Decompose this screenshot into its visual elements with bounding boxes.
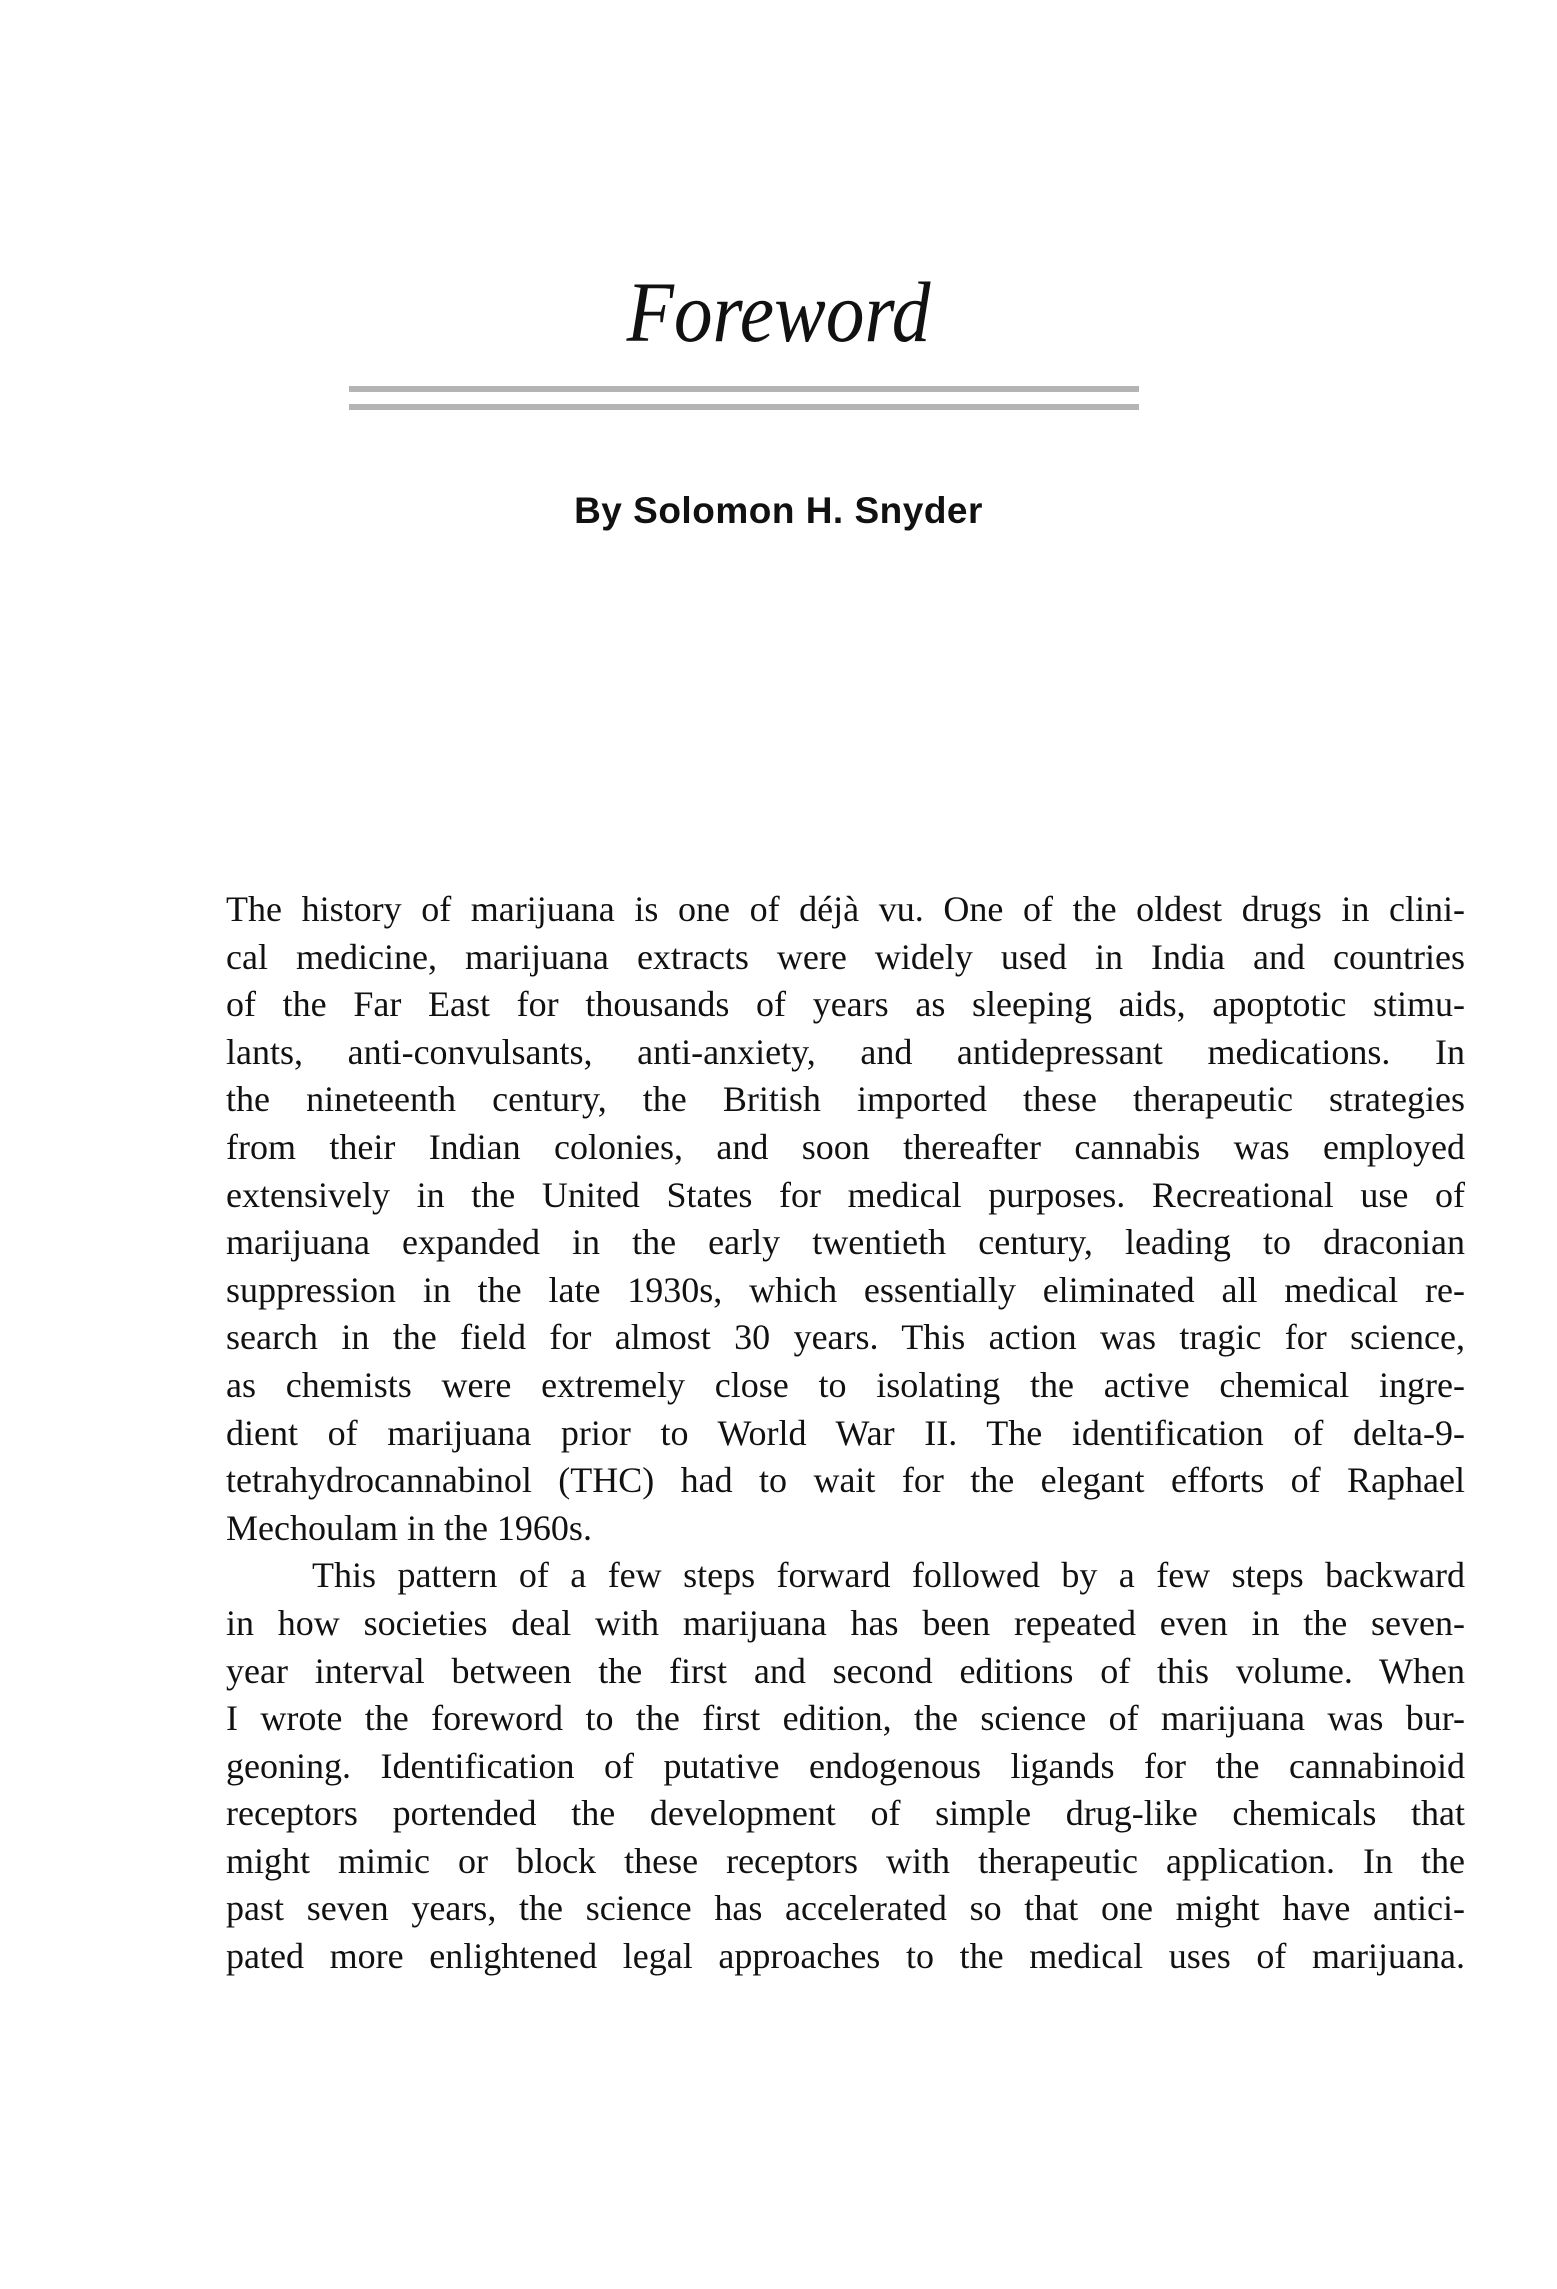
- text-line: tetrahydrocannabinol (THC) had to wait for the elegant efforts of Raphael: [226, 1460, 1465, 1501]
- text-line: extensively in the United States for medical purposes. Recreational use of: [226, 1174, 1465, 1215]
- text-line: dient of marijuana prior to World War II. The identification of delta-9-: [226, 1412, 1465, 1453]
- paragraph: [226, 1552, 1465, 1980]
- text-line: marijuana expanded in the early twentieth century, leading to draconian: [226, 1222, 1465, 1263]
- body-text: [226, 886, 1465, 1981]
- text-line: in how societies deal with marijuana has been repeated even in the seven-: [226, 1602, 1465, 1643]
- text-line: past seven years, the science has accelerated so that one might have antici-: [226, 1888, 1465, 1929]
- page-title: Foreword: [626, 264, 931, 360]
- text-line: the nineteenth century, the British imported these therapeutic strategies: [226, 1079, 1465, 1120]
- text-line: pated more enlightened legal approaches to the medical uses of marijuana.: [226, 1936, 1465, 1977]
- text-line: from their Indian colonies, and soon thereafter cannabis was employed: [226, 1126, 1465, 1167]
- title-rule-bottom: [349, 404, 1139, 410]
- text-line: as chemists were extremely close to isolating the active chemical ingre-: [226, 1364, 1465, 1405]
- text-line: geoning. Identification of putative endogenous ligands for the cannabinoid: [226, 1745, 1465, 1786]
- title-rule-top: [349, 386, 1139, 392]
- text-line: might mimic or block these receptors with therapeutic application. In the: [226, 1840, 1465, 1881]
- text-line: year interval between the first and second editions of this volume. When: [226, 1650, 1465, 1691]
- text-line: suppression in the late 1930s, which essentially eliminated all medical re-: [226, 1269, 1465, 1310]
- author-byline: By Solomon H. Snyder: [574, 490, 983, 531]
- text-line: Mechoulam in the 1960s.: [226, 1507, 592, 1548]
- text-line: receptors portended the development of simple drug-like chemicals that: [226, 1793, 1465, 1834]
- text-line: I wrote the foreword to the first edition, the science of marijuana was bur-: [226, 1698, 1465, 1739]
- text-line: search in the field for almost 30 years. This action was tragic for science,: [226, 1317, 1465, 1358]
- text-line: The history of marijuana is one of déjà vu. One of the oldest drugs in clini-: [226, 889, 1465, 929]
- text-line: This pattern of a few steps forward followed by a few steps backward: [312, 1555, 1465, 1596]
- text-line: of the Far East for thousands of years as sleeping aids, apoptotic stimu-: [226, 984, 1465, 1025]
- text-line: cal medicine, marijuana extracts were widely used in India and countries: [226, 936, 1465, 977]
- text-line: lants, anti-convulsants, anti-anxiety, and antidepressant medications. In: [226, 1031, 1465, 1072]
- paragraph: [226, 886, 1465, 1552]
